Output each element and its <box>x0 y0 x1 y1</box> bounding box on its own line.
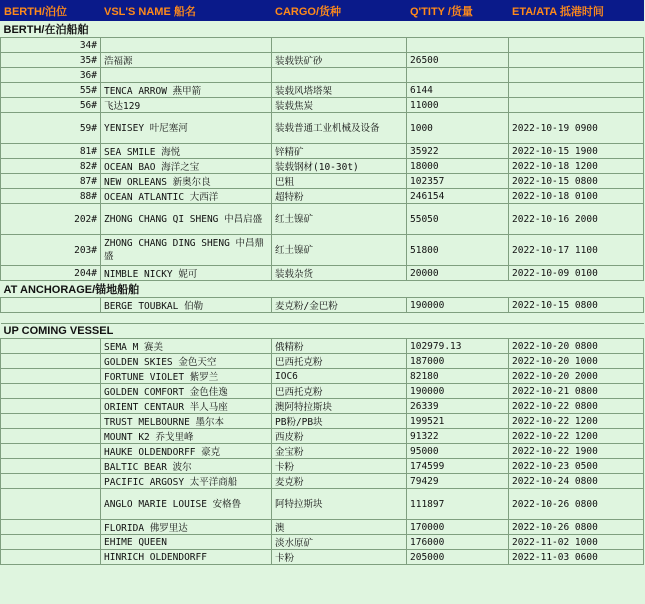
cargo-cell: 卡粉 <box>272 459 407 474</box>
quantity-cell: 170000 <box>407 520 509 535</box>
vessel-name-cell: ANGLO MARIE LOUISE 安格鲁 <box>101 489 272 520</box>
vessel-name-cell: HINRICH OLDENDORFF <box>101 550 272 565</box>
eta-cell: 2022-10-24 0800 <box>509 474 644 489</box>
vessel-name-cell <box>101 38 272 53</box>
table-row <box>1 174 644 189</box>
quantity-cell: 174599 <box>407 459 509 474</box>
header-quantity: Q'TITY /货量 <box>407 1 509 21</box>
cargo-cell: 红土镍矿 <box>272 204 407 235</box>
cargo-cell: 淡水原矿 <box>272 535 407 550</box>
eta-cell: 2022-10-15 0800 <box>509 298 644 313</box>
eta-cell: 2022-10-23 0500 <box>509 459 644 474</box>
eta-cell: 2022-10-20 1000 <box>509 354 644 369</box>
berth-cell: 55# <box>1 83 101 98</box>
eta-cell <box>509 68 644 83</box>
vessel-name-cell <box>101 68 272 83</box>
cargo-cell: 俄精粉 <box>272 339 407 354</box>
cargo-cell: 装载钢材(10-30t) <box>272 159 407 174</box>
berth-cell: 81# <box>1 144 101 159</box>
vessel-name-cell: TENCA ARROW 燕甲箭 <box>101 83 272 98</box>
cargo-cell: PB粉/PB块 <box>272 414 407 429</box>
eta-cell: 2022-10-22 1200 <box>509 414 644 429</box>
quantity-cell: 190000 <box>407 384 509 399</box>
cargo-cell: 巴西托克粉 <box>272 354 407 369</box>
eta-cell: 2022-11-02 1000 <box>509 535 644 550</box>
eta-cell: 2022-10-21 0800 <box>509 384 644 399</box>
cargo-cell: 澳阿特拉斯块 <box>272 399 407 414</box>
vessel-name-cell: BERGE TOUBKAL 伯勒 <box>101 298 272 313</box>
eta-cell <box>509 83 644 98</box>
vessel-name-cell: GOLDEN COMFORT 金色佳逸 <box>101 384 272 399</box>
vessel-name-cell: EHIME QUEEN <box>101 535 272 550</box>
eta-cell <box>509 38 644 53</box>
cargo-cell: 装载铁矿砂 <box>272 53 407 68</box>
quantity-cell: 111897 <box>407 489 509 520</box>
cargo-cell: 西皮粉 <box>272 429 407 444</box>
berth-cell <box>1 520 101 535</box>
vessel-name-cell: 浩福源 <box>101 53 272 68</box>
section-header-upcoming <box>1 324 644 339</box>
cargo-cell <box>272 38 407 53</box>
section-header-anchorage <box>1 281 644 298</box>
cargo-cell: 超特粉 <box>272 189 407 204</box>
cargo-cell: 装载普通工业机械及设备 <box>272 113 407 144</box>
quantity-cell: 51800 <box>407 235 509 266</box>
quantity-cell: 199521 <box>407 414 509 429</box>
section-title: BERTH/在泊船舶 <box>1 21 644 38</box>
header-row <box>1 1 644 21</box>
vessel-name-cell: 飞达129 <box>101 98 272 113</box>
quantity-cell: 102979.13 <box>407 339 509 354</box>
vessel-name-cell: YENISEY 叶尼塞河 <box>101 113 272 144</box>
eta-cell: 2022-10-22 1900 <box>509 444 644 459</box>
eta-cell: 2022-10-18 0100 <box>509 189 644 204</box>
table-row <box>1 414 644 429</box>
vessel-name-cell: ZHONG CHANG DING SHENG 中昌鼎盛 <box>101 235 272 266</box>
table-row <box>1 68 644 83</box>
vessel-name-cell: OCEAN ATLANTIC 大西洋 <box>101 189 272 204</box>
table-row <box>1 429 644 444</box>
vessel-name-cell: SEA SMILE 海悦 <box>101 144 272 159</box>
table-row <box>1 38 644 53</box>
cargo-cell: 麦克粉/金巴粉 <box>272 298 407 313</box>
berth-cell: 56# <box>1 98 101 113</box>
spacer-row <box>1 313 644 324</box>
table-row <box>1 144 644 159</box>
quantity-cell: 79429 <box>407 474 509 489</box>
quantity-cell <box>407 68 509 83</box>
vessel-name-cell: NEW ORLEANS 新奥尔良 <box>101 174 272 189</box>
berth-cell <box>1 550 101 565</box>
cargo-cell: 锌精矿 <box>272 144 407 159</box>
cargo-cell: 装载焦炭 <box>272 98 407 113</box>
vessel-name-cell: GOLDEN SKIES 金色天空 <box>101 354 272 369</box>
vessel-name-cell: HAUKE OLDENDORFF 豪克 <box>101 444 272 459</box>
cargo-cell: 装载风塔塔架 <box>272 83 407 98</box>
section-header-berth <box>1 21 644 38</box>
table-row <box>1 204 644 235</box>
quantity-cell: 26339 <box>407 399 509 414</box>
eta-cell: 2022-10-15 1900 <box>509 144 644 159</box>
table-row <box>1 53 644 68</box>
quantity-cell: 102357 <box>407 174 509 189</box>
berth-cell: 82# <box>1 159 101 174</box>
eta-cell: 2022-10-18 1200 <box>509 159 644 174</box>
cargo-cell: 阿特拉斯块 <box>272 489 407 520</box>
table-row <box>1 298 644 313</box>
berth-cell <box>1 414 101 429</box>
table-row <box>1 384 644 399</box>
table-row <box>1 266 644 281</box>
eta-cell: 2022-10-15 0800 <box>509 174 644 189</box>
berth-cell <box>1 298 101 313</box>
berth-cell: 202# <box>1 204 101 235</box>
quantity-cell: 20000 <box>407 266 509 281</box>
quantity-cell: 91322 <box>407 429 509 444</box>
section-title: UP COMING VESSEL <box>1 324 644 339</box>
vessel-name-cell: MOUNT K2 乔戈里峰 <box>101 429 272 444</box>
berth-cell <box>1 535 101 550</box>
eta-cell <box>509 53 644 68</box>
vessel-name-cell: PACIFIC ARGOSY 太平洋商船 <box>101 474 272 489</box>
berth-cell <box>1 384 101 399</box>
eta-cell: 2022-10-26 0800 <box>509 520 644 535</box>
quantity-cell: 55050 <box>407 204 509 235</box>
cargo-cell: 红土镍矿 <box>272 235 407 266</box>
table-row <box>1 459 644 474</box>
table-row <box>1 189 644 204</box>
vessel-name-cell: TRUST MELBOURNE 墨尔本 <box>101 414 272 429</box>
table-row <box>1 83 644 98</box>
berth-cell: 59# <box>1 113 101 144</box>
eta-cell: 2022-10-09 0100 <box>509 266 644 281</box>
table-row <box>1 98 644 113</box>
table-row <box>1 474 644 489</box>
table-row <box>1 354 644 369</box>
table-row <box>1 520 644 535</box>
eta-cell: 2022-10-16 2000 <box>509 204 644 235</box>
table-row <box>1 550 644 565</box>
vessel-name-cell: FORTUNE VIOLET 紫罗兰 <box>101 369 272 384</box>
table-row <box>1 444 644 459</box>
quantity-cell: 35922 <box>407 144 509 159</box>
berth-cell <box>1 399 101 414</box>
vessel-name-cell: BALTIC BEAR 波尔 <box>101 459 272 474</box>
cargo-cell: 巴西托克粉 <box>272 384 407 399</box>
vessel-name-cell: OCEAN BAO 海洋之宝 <box>101 159 272 174</box>
quantity-cell: 176000 <box>407 535 509 550</box>
eta-cell: 2022-10-20 0800 <box>509 339 644 354</box>
table-row <box>1 369 644 384</box>
header-vessel-name: VSL'S NAME 船名 <box>101 1 272 21</box>
berth-cell: 203# <box>1 235 101 266</box>
berth-cell <box>1 474 101 489</box>
table-row <box>1 113 644 144</box>
cargo-cell: 金宝粉 <box>272 444 407 459</box>
quantity-cell: 1000 <box>407 113 509 144</box>
berth-cell <box>1 369 101 384</box>
table-row <box>1 489 644 520</box>
quantity-cell: 95000 <box>407 444 509 459</box>
berth-cell <box>1 339 101 354</box>
berth-cell: 88# <box>1 189 101 204</box>
quantity-cell: 18000 <box>407 159 509 174</box>
quantity-cell: 6144 <box>407 83 509 98</box>
berth-cell: 204# <box>1 266 101 281</box>
vessel-name-cell: SEMA M 赛美 <box>101 339 272 354</box>
table-row <box>1 159 644 174</box>
quantity-cell: 246154 <box>407 189 509 204</box>
cargo-cell: IOC6 <box>272 369 407 384</box>
vessel-name-cell: ORIENT CENTAUR 半人马座 <box>101 399 272 414</box>
berth-cell: 36# <box>1 68 101 83</box>
quantity-cell: 190000 <box>407 298 509 313</box>
table-row <box>1 235 644 266</box>
cargo-cell: 卡粉 <box>272 550 407 565</box>
berth-cell: 87# <box>1 174 101 189</box>
eta-cell: 2022-10-19 0900 <box>509 113 644 144</box>
berth-cell <box>1 459 101 474</box>
berth-cell <box>1 444 101 459</box>
vessel-name-cell: FLORIDA 佛罗里达 <box>101 520 272 535</box>
quantity-cell: 82180 <box>407 369 509 384</box>
table-row <box>1 339 644 354</box>
berth-cell <box>1 489 101 520</box>
berth-cell: 34# <box>1 38 101 53</box>
table-row <box>1 399 644 414</box>
cargo-cell: 装载杂货 <box>272 266 407 281</box>
eta-cell <box>509 98 644 113</box>
spacer-cell <box>1 313 644 324</box>
vessel-name-cell: NIMBLE NICKY 妮可 <box>101 266 272 281</box>
vessel-name-cell: ZHONG CHANG QI SHENG 中昌启盛 <box>101 204 272 235</box>
header-eta: ETA/ATA 抵港时间 <box>509 1 644 21</box>
table-row <box>1 535 644 550</box>
berth-cell <box>1 354 101 369</box>
eta-cell: 2022-10-22 1200 <box>509 429 644 444</box>
berth-cell: 35# <box>1 53 101 68</box>
eta-cell: 2022-10-20 2000 <box>509 369 644 384</box>
eta-cell: 2022-10-17 1100 <box>509 235 644 266</box>
eta-cell: 2022-10-22 0800 <box>509 399 644 414</box>
quantity-cell: 205000 <box>407 550 509 565</box>
quantity-cell <box>407 38 509 53</box>
cargo-cell: 巴粗 <box>272 174 407 189</box>
quantity-cell: 187000 <box>407 354 509 369</box>
cargo-cell <box>272 68 407 83</box>
cargo-cell: 麦克粉 <box>272 474 407 489</box>
header-cargo: CARGO/货种 <box>272 1 407 21</box>
cargo-cell: 澳 <box>272 520 407 535</box>
berth-cell <box>1 429 101 444</box>
quantity-cell: 26500 <box>407 53 509 68</box>
section-title: AT ANCHORAGE/锚地船舶 <box>1 281 644 298</box>
quantity-cell: 11000 <box>407 98 509 113</box>
eta-cell: 2022-11-03 0600 <box>509 550 644 565</box>
header-berth: BERTH/泊位 <box>1 1 101 21</box>
eta-cell: 2022-10-26 0800 <box>509 489 644 520</box>
